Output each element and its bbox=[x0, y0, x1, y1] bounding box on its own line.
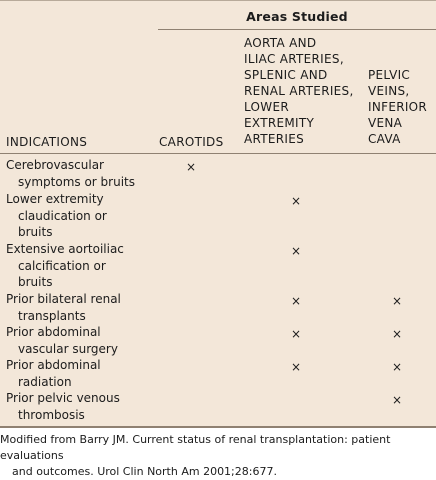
row-indication-line: Extensive aortoiliac bbox=[6, 242, 124, 256]
row-indication-line: transplants bbox=[18, 308, 86, 323]
column-header-indications: INDICATIONS bbox=[6, 135, 88, 149]
row-indication-line: Prior bilateral renal bbox=[6, 292, 121, 306]
column-header-carotids: CAROTIDS bbox=[159, 135, 224, 149]
carotids-mark: × bbox=[185, 160, 197, 174]
row-indication-line: bruits bbox=[18, 225, 53, 239]
row-indication bbox=[6, 324, 156, 357]
aorta-mark: × bbox=[290, 294, 302, 308]
group-header-rule bbox=[158, 29, 436, 30]
aorta-mark: × bbox=[290, 194, 302, 208]
row-indication-line: bruits bbox=[18, 275, 53, 289]
aorta-mark: × bbox=[290, 327, 302, 341]
row-indication-line: thrombosis bbox=[18, 407, 85, 422]
footnote-line: and outcomes. Urol Clin North Am 2001;28:677. bbox=[12, 465, 277, 478]
row-indication bbox=[6, 191, 156, 241]
footnote-line: Modified from Barry JM. Current status of renal transplantation: patient evaluations bbox=[0, 433, 391, 462]
row-indication bbox=[6, 291, 156, 324]
column-header-pelvic-veins: PELVIC VEINS, INFERIOR VENA CAVA bbox=[368, 68, 428, 146]
header-rule bbox=[0, 153, 436, 154]
row-indication-line: radiation bbox=[18, 374, 72, 389]
aorta-mark: × bbox=[290, 244, 302, 258]
row-indication-line: vascular surgery bbox=[18, 341, 118, 356]
row-indication-line: Lower extremity bbox=[6, 192, 104, 206]
row-indication-line: Prior pelvic venous bbox=[6, 391, 120, 405]
row-indication-line: Cerebrovascular bbox=[6, 158, 104, 172]
pelvic-mark: × bbox=[391, 327, 403, 341]
row-indication-line: Prior abdominal bbox=[6, 325, 101, 339]
row-indication-line: symptoms or bruits bbox=[18, 174, 135, 189]
row-indication bbox=[6, 241, 156, 291]
aorta-mark: × bbox=[290, 360, 302, 374]
source-footnote bbox=[0, 432, 436, 480]
row-indication bbox=[6, 157, 156, 190]
group-header-areas-studied: Areas Studied bbox=[246, 9, 348, 24]
row-indication bbox=[6, 357, 156, 390]
row-indication-line: calcification or bbox=[18, 258, 106, 273]
row-indication bbox=[6, 390, 156, 423]
pelvic-mark: × bbox=[391, 294, 403, 308]
pelvic-mark: × bbox=[391, 360, 403, 374]
pelvic-mark: × bbox=[391, 393, 403, 407]
row-indication-line: Prior abdominal bbox=[6, 358, 101, 372]
column-header-aorta-arteries: AORTA AND ILIAC ARTERIES, SPLENIC AND RENAL ARTERIES, LOWER EXTREMITY ARTERIES bbox=[244, 36, 354, 146]
row-indication-line: claudication or bbox=[18, 208, 107, 223]
